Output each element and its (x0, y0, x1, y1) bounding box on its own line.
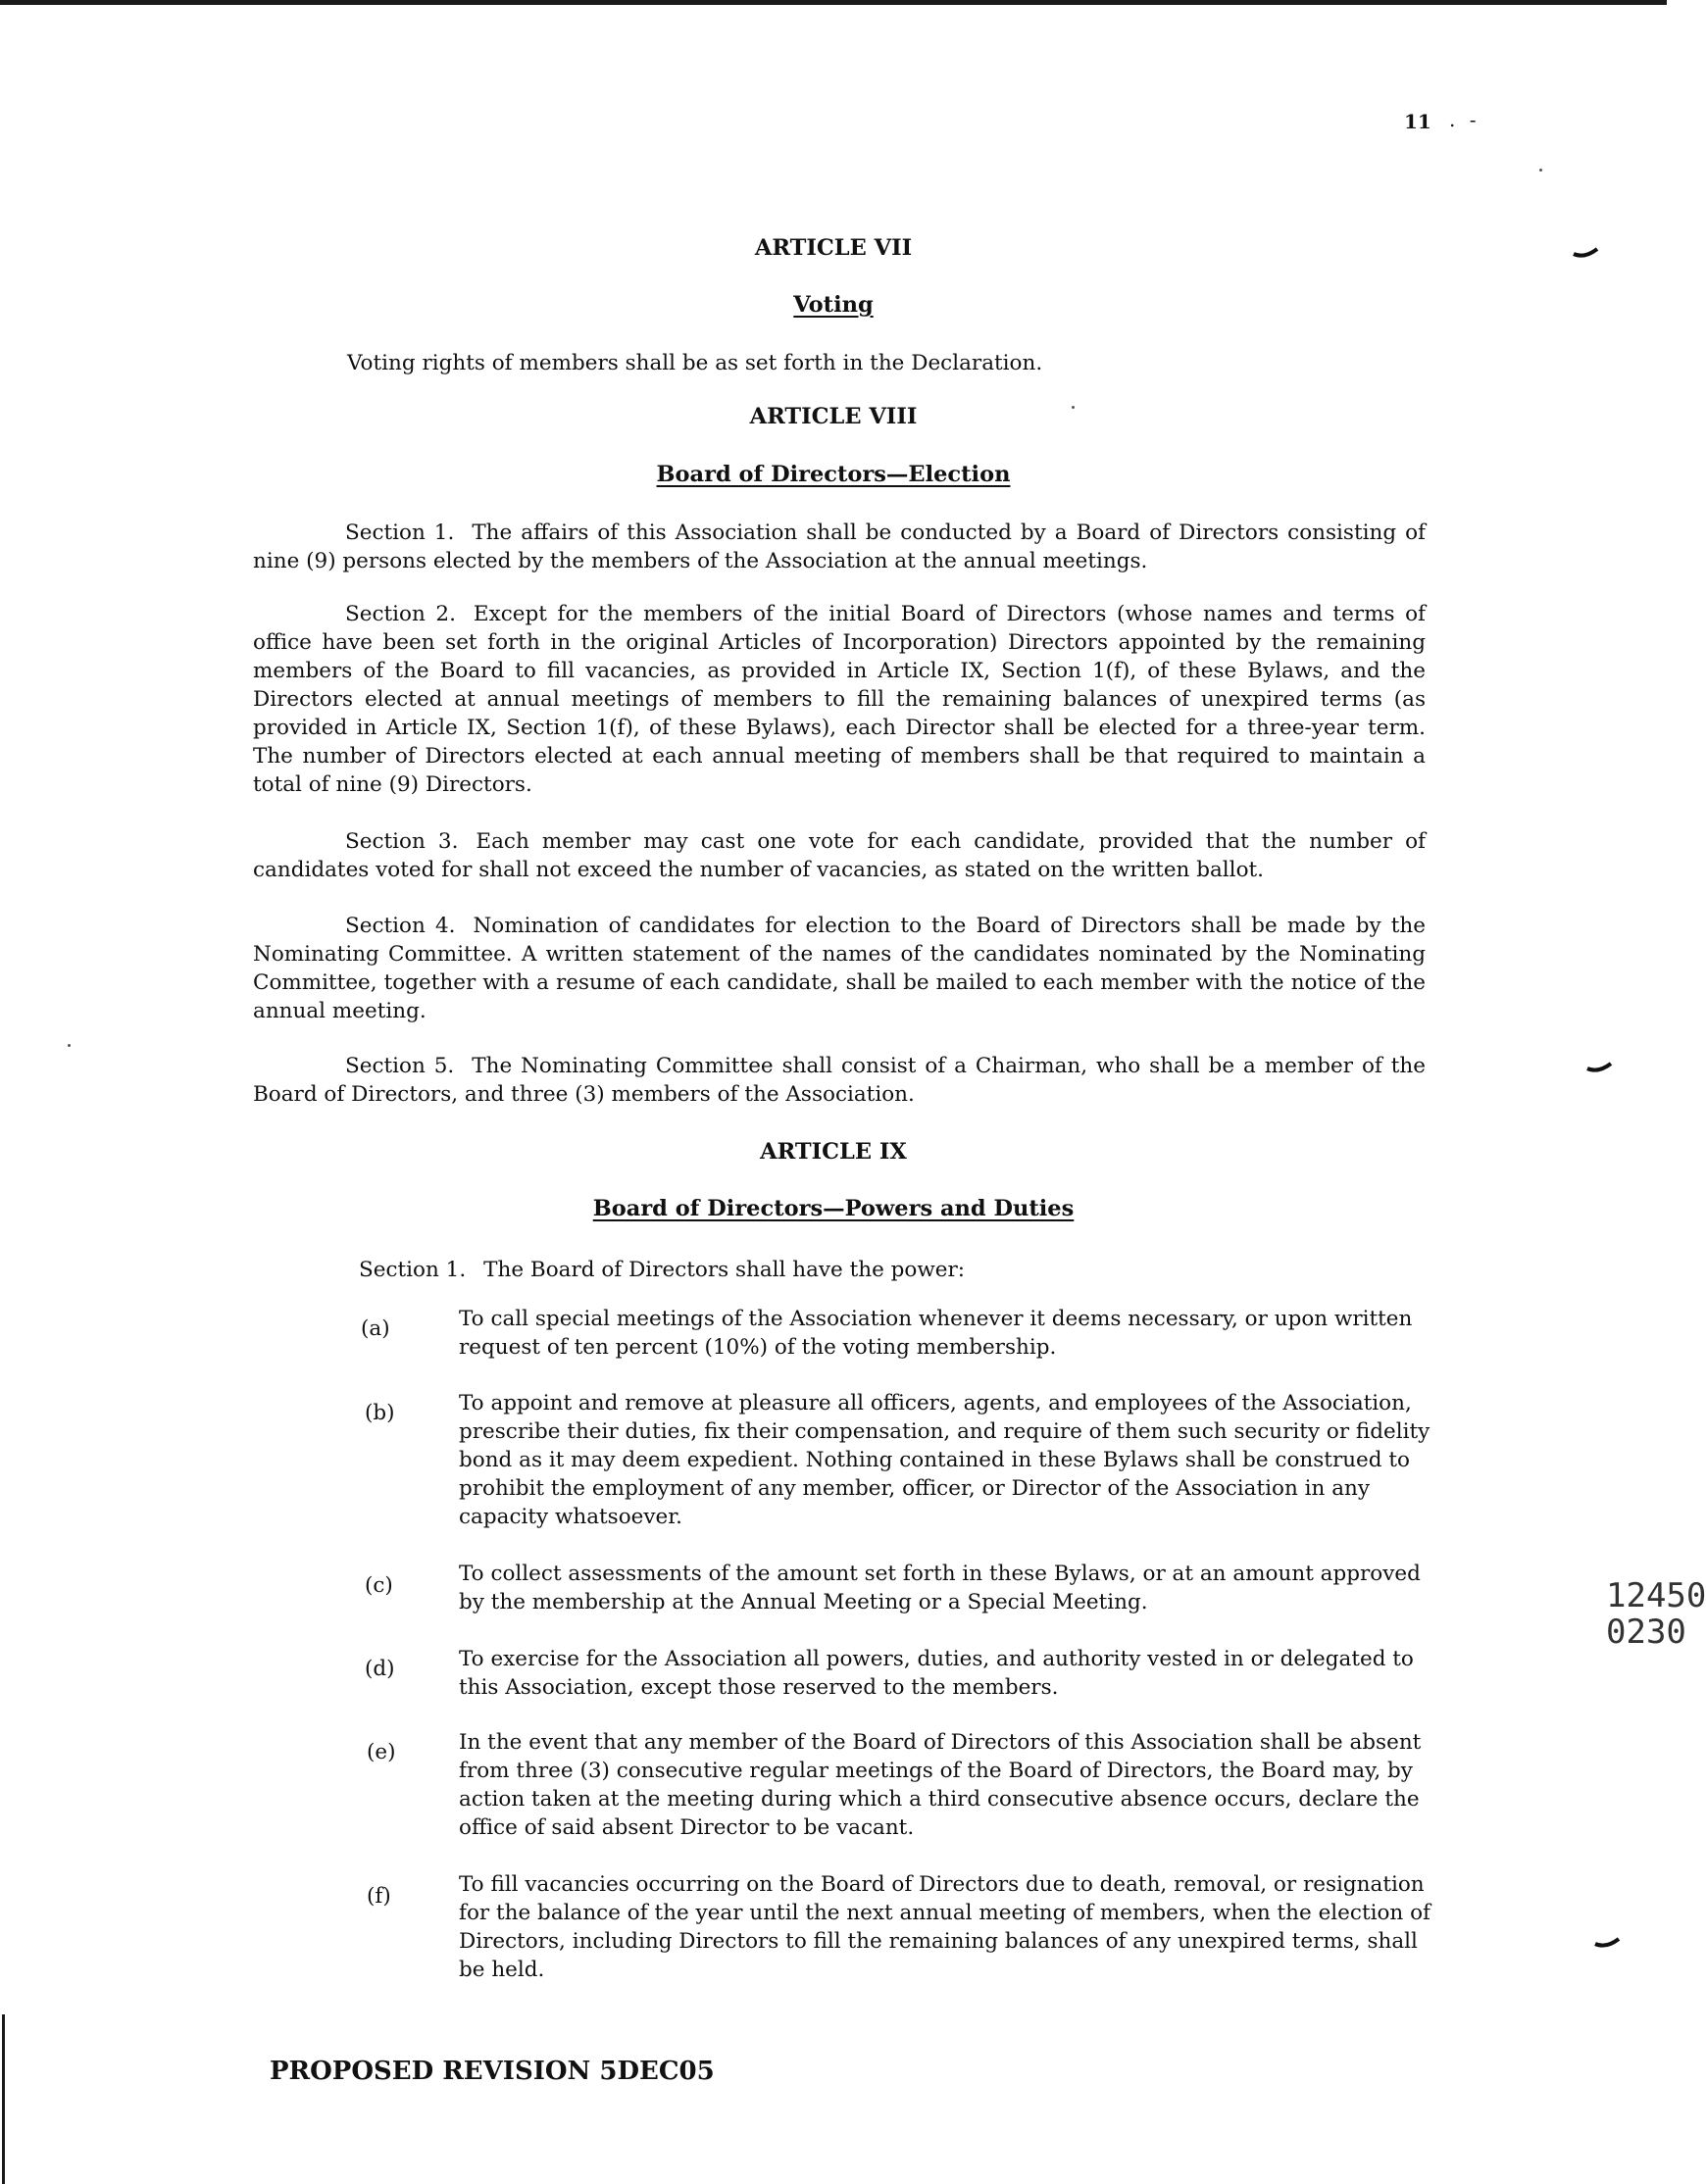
item-e-text: In the event that any member of the Board of Directors of this Association shall be absent from three (3) consecutive regular meetings of the Board of Directors, the Board may, by action taken at the meeting during which a third consecutive absence occurs, declare the office of said absent Director to be vacant. (459, 1730, 1422, 1840)
section-label: Section 5. (345, 1054, 455, 1078)
item-f-text: To fill vacancies occurring on the Board of Directors due to death, removal, or resignation for the balance of the year until the next annual meeting of members, when the election of Directors, including Directors to fill the remaining balances of any unexpired terms, shall be held. (459, 1872, 1430, 1982)
scan-speck (68, 1044, 71, 1047)
section-label: Section 1. (345, 521, 455, 545)
article-8-title: ARTICLE VIII (749, 404, 918, 429)
item-f-letter: (f) (367, 1884, 391, 1909)
section-label: Section 1. (359, 1258, 467, 1282)
article-9-section-1 (359, 1256, 1437, 1284)
article-7-title: ARTICLE VII (754, 235, 913, 261)
item-d-text: To exercise for the Association all powers, duties, and authority vested in or delegated to this Association, except those reserved to the members. (459, 1647, 1414, 1700)
item-d-letter: (d) (365, 1657, 395, 1681)
article-8-section-5 (253, 1052, 1426, 1109)
scan-margin-mark (1573, 247, 1598, 259)
item-a-letter: (a) (361, 1316, 390, 1341)
page-number-trail: . - (1449, 108, 1480, 131)
article-7-text: Voting rights of members shall be as set forth in the Declaration. (347, 351, 1043, 375)
article-9-subtitle: Board of Directors—Powers and Duties (592, 1196, 1075, 1221)
footer-revision: PROPOSED REVISION 5DEC05 (270, 2057, 715, 2086)
section-text: Nomination of candidates for election to the Board of Directors shall be made by the Nominating Committee. A written statement of the names of the candidates nominated by the Nominating Committee, together with a resume of each candidate, shall be mailed to each member with the notice of the annual meeting. (253, 914, 1426, 1023)
scan-speck (1539, 169, 1542, 172)
scan-margin-mark (1594, 1937, 1620, 1949)
scan-speck (1072, 406, 1075, 409)
article-8-section-3 (253, 827, 1426, 884)
section-label: Section 2. (345, 602, 456, 626)
article-7-subtitle: Voting (793, 292, 874, 318)
vertical-stamp-number: 12450 0230 (1606, 1576, 1706, 1652)
item-b-text: To appoint and remove at pleasure all officers, agents, and employees of the Association, prescribe their duties, fix their compensation, and require of them such security or fidelity bond as it may deem expedient. Nothing contained in these Bylaws shall be construed to prohibit the employment of any member, officer, or Director of the Association in any capacity whatsoever. (459, 1391, 1430, 1529)
section-label: Section 3. (345, 829, 459, 854)
article-8-section-1 (253, 519, 1426, 575)
section-label: Section 4. (345, 914, 456, 938)
scan-left-edge-mark (2, 2014, 5, 2184)
page-number: 11 (1404, 110, 1431, 133)
item-c-letter: (c) (365, 1573, 393, 1598)
section-text: The Board of Directors shall have the power: (483, 1258, 966, 1282)
section-text: Each member may cast one vote for each candidate, provided that the number of candidates voted for shall not exceed the number of vacancies, as stated on the written ballot. (253, 829, 1426, 882)
item-e-letter: (e) (367, 1740, 396, 1764)
item-b-letter: (b) (365, 1401, 395, 1425)
article-8-section-4 (253, 912, 1426, 1025)
article-8-subtitle: Board of Directors—Election (656, 462, 1011, 487)
item-c-text: To collect assessments of the amount set forth in these Bylaws, or at an amount approved by the membership at the Annual Meeting or a Special Meeting. (459, 1562, 1421, 1614)
section-text: The affairs of this Association shall be conducted by a Board of Directors consisting of nine (9) persons elected by the members of the Association at the annual meetings. (253, 521, 1426, 573)
article-8-section-2 (253, 600, 1426, 799)
section-text: The Nominating Committee shall consist of a Chairman, who shall be a member of the Board of Directors, and three (3) members of the Association. (253, 1054, 1426, 1107)
scan-margin-mark (1586, 1062, 1612, 1073)
item-a-text: To call special meetings of the Association whenever it deems necessary, or upon written request of ten percent (10%) of the voting membership. (459, 1307, 1413, 1360)
scan-top-edge (0, 0, 1667, 5)
section-text: Except for the members of the initial Board of Directors (whose names and terms of office have been set forth in the original Articles of Incorporation) Directors appointed by the remaining members of the Board to fill vacancies, as provided in Article IX, Section 1(f), of these Bylaws, and the Directors elected at annual meetings of members to fill the remaining balances of unexpired terms (as provided in Article IX, Section 1(f), of these Bylaws), each Director shall be elected for a three-year term. The number of Directors elected at each annual meeting of members shall be that required to maintain a total of nine (9) Directors. (253, 602, 1426, 797)
article-9-title: ARTICLE IX (760, 1139, 907, 1165)
